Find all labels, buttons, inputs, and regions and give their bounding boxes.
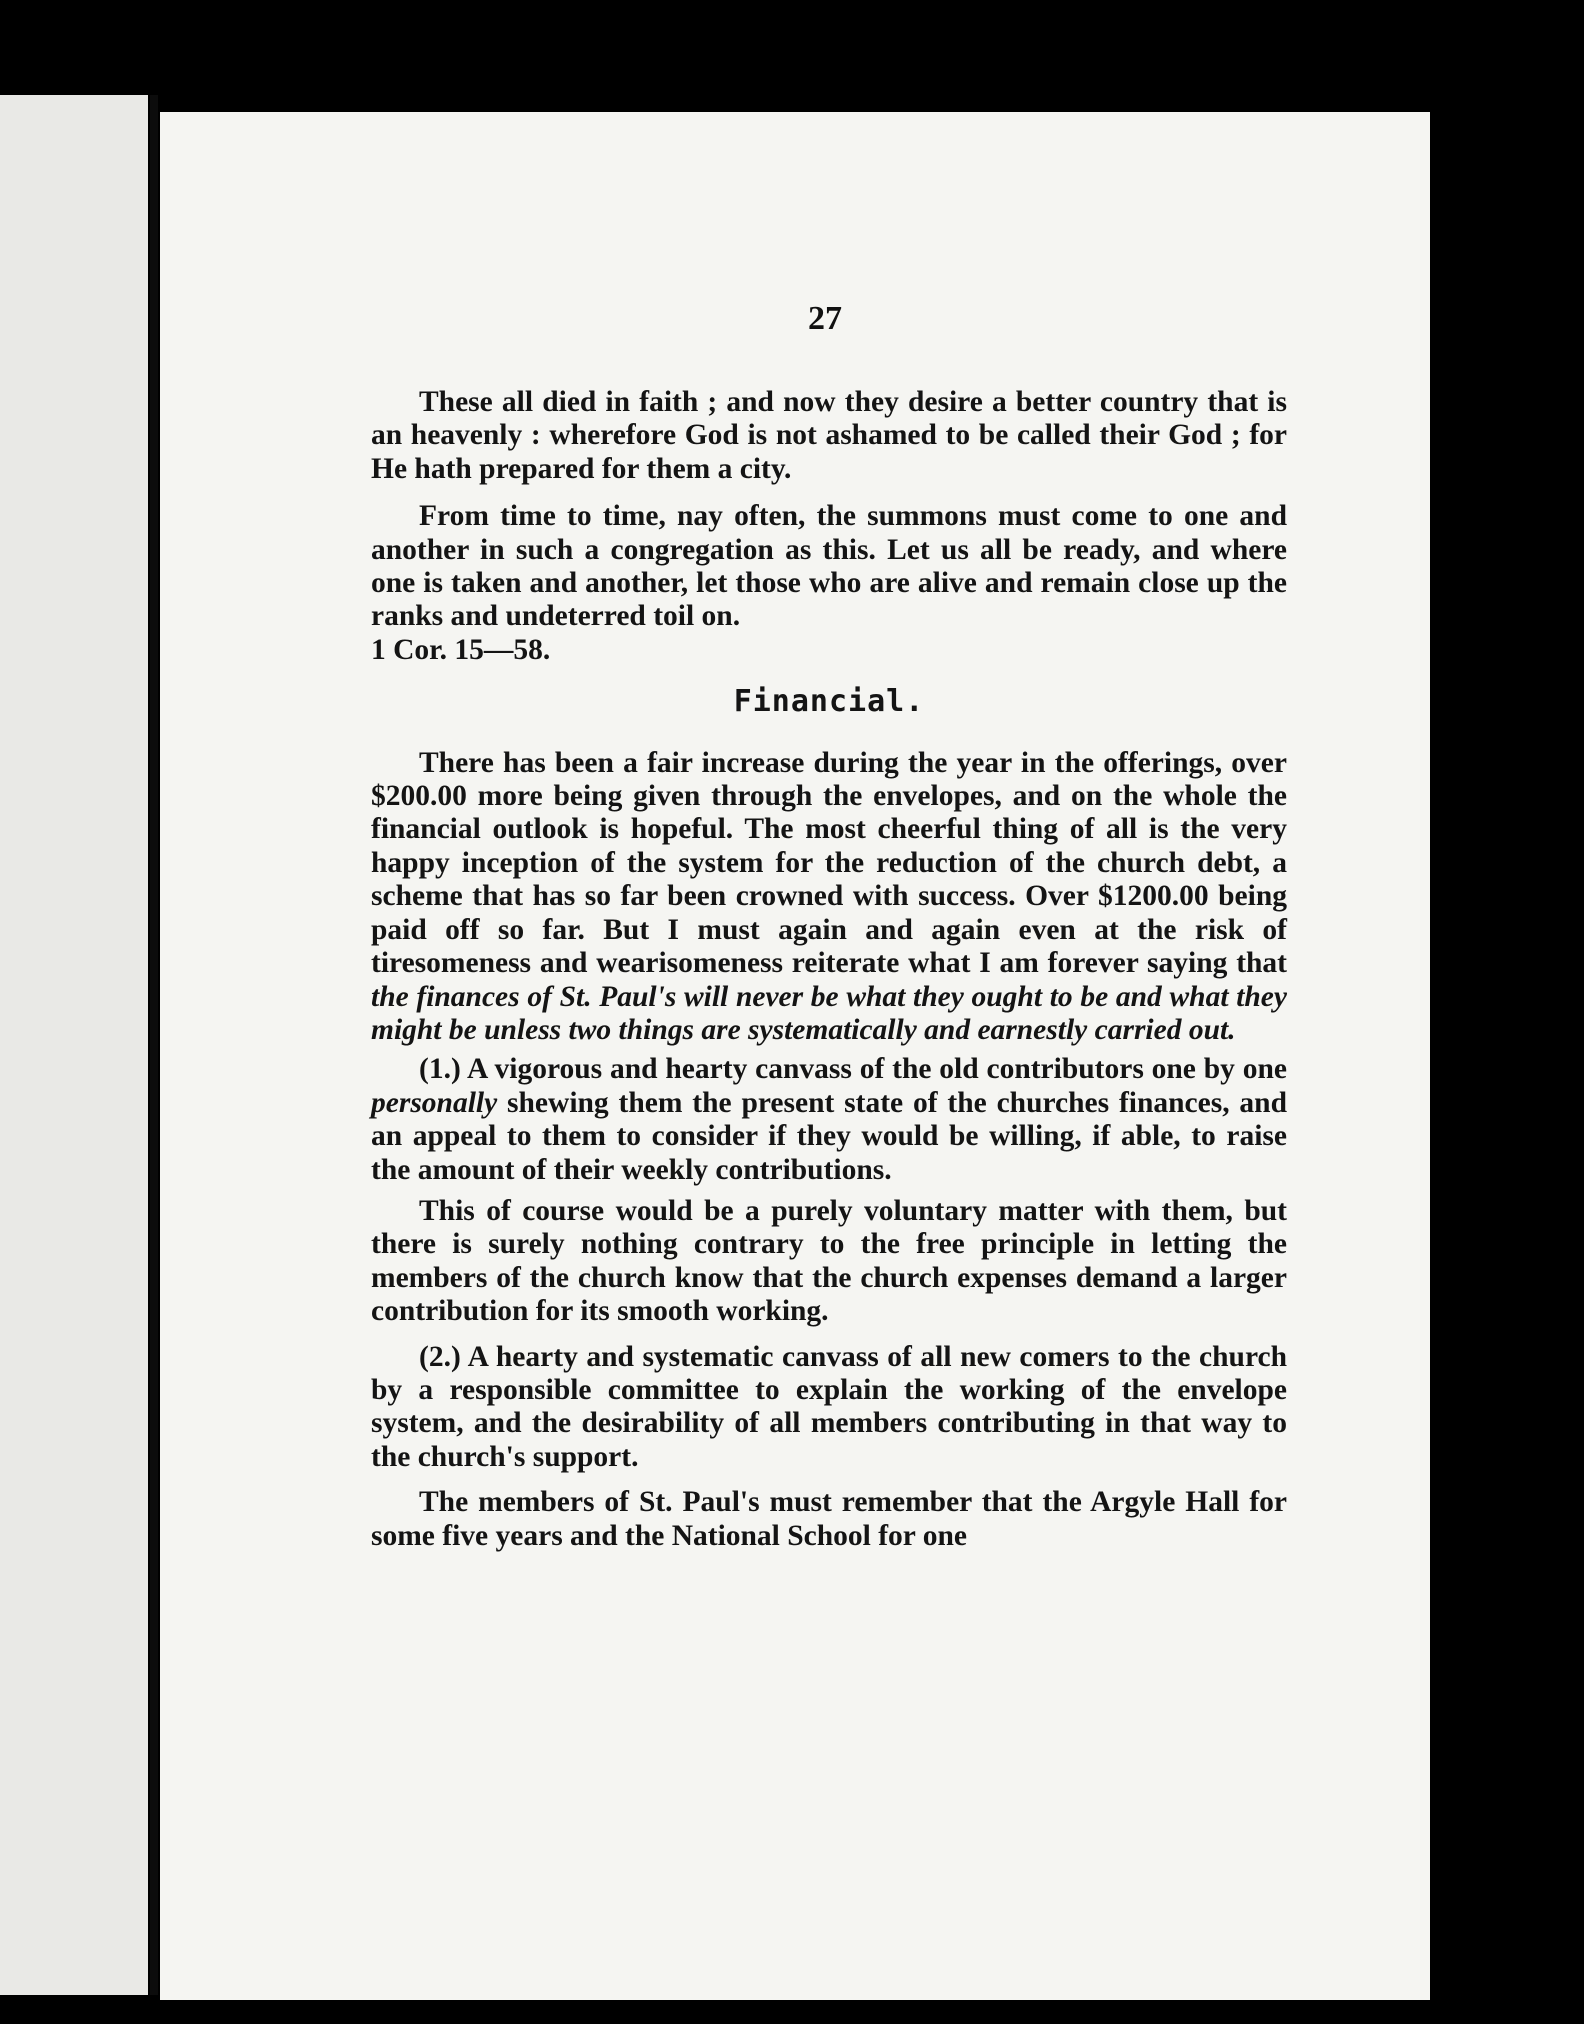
paragraph-summons: From time to time, nay often, the summons must come to one and another in such a congregation as this. Let us all be ready, and where one is taken and another, let those who are alive and remain close up the ranks and undeterred toil on.	[371, 500, 1287, 633]
paragraph-point-two: (2.) A hearty and systematic canvass of all new comers to the church by a responsible committee to explain the working of the envelope system, and the desirability of all members contributing in that way to the church's support.	[371, 1340, 1287, 1473]
left-page-edge	[0, 95, 148, 1995]
paragraph-voluntary: This of course would be a purely voluntary matter with them, but there is surely nothing contrary to the free principle in letting the members of the church know that the church expenses demand a larger contribution for its smooth working.	[371, 1194, 1287, 1328]
scripture-reference: 1 Cor. 15—58.	[371, 633, 551, 666]
point-one-emphasis: personally	[371, 1086, 498, 1119]
page-number: 27	[808, 300, 842, 337]
section-heading-financial: Financial.	[733, 684, 925, 720]
paragraph-point-one	[371, 1053, 1287, 1187]
point-one-text-start: (1.) A vigorous and hearty canvass of the old contributors one by one	[419, 1053, 1287, 1086]
point-one-text-end: shewing them the present state of the churches finances, and an appeal to them to consider if they would be willing, if able, to raise the amount of their weekly contributions.	[371, 1086, 1287, 1186]
paragraph-faith: These all died in faith ; and now they desire a better country that is an heavenly : wherefore God is not ashamed to be called their God ; for He hath prepared for them a city.	[371, 386, 1287, 485]
paragraph-financial-emphasis: the finances of St. Paul's will never be what they ought to be and what they might be unless two things are systematically and earnestly carried out.	[371, 980, 1287, 1046]
paragraph-financial	[371, 747, 1287, 1048]
paragraph-financial-text: There has been a fair increase during the year in the offerings, over $200.00 more being given through the envelopes, and on the whole the financial outlook is hopeful. The most cheerful thing of all is the very happy inception of the system for the reduction of the church debt, a scheme that has so far been crowned with success. Over $1200.00 being paid off so far. But I must again and again even at the risk of tiresomeness and wearisomeness reiterate what I am forever saying that	[371, 746, 1287, 980]
book-spine	[150, 95, 158, 1995]
paragraph-members: The members of St. Paul's must remember that the Argyle Hall for some five years and the National School for one	[371, 1486, 1287, 1552]
page-text	[371, 386, 1287, 1553]
